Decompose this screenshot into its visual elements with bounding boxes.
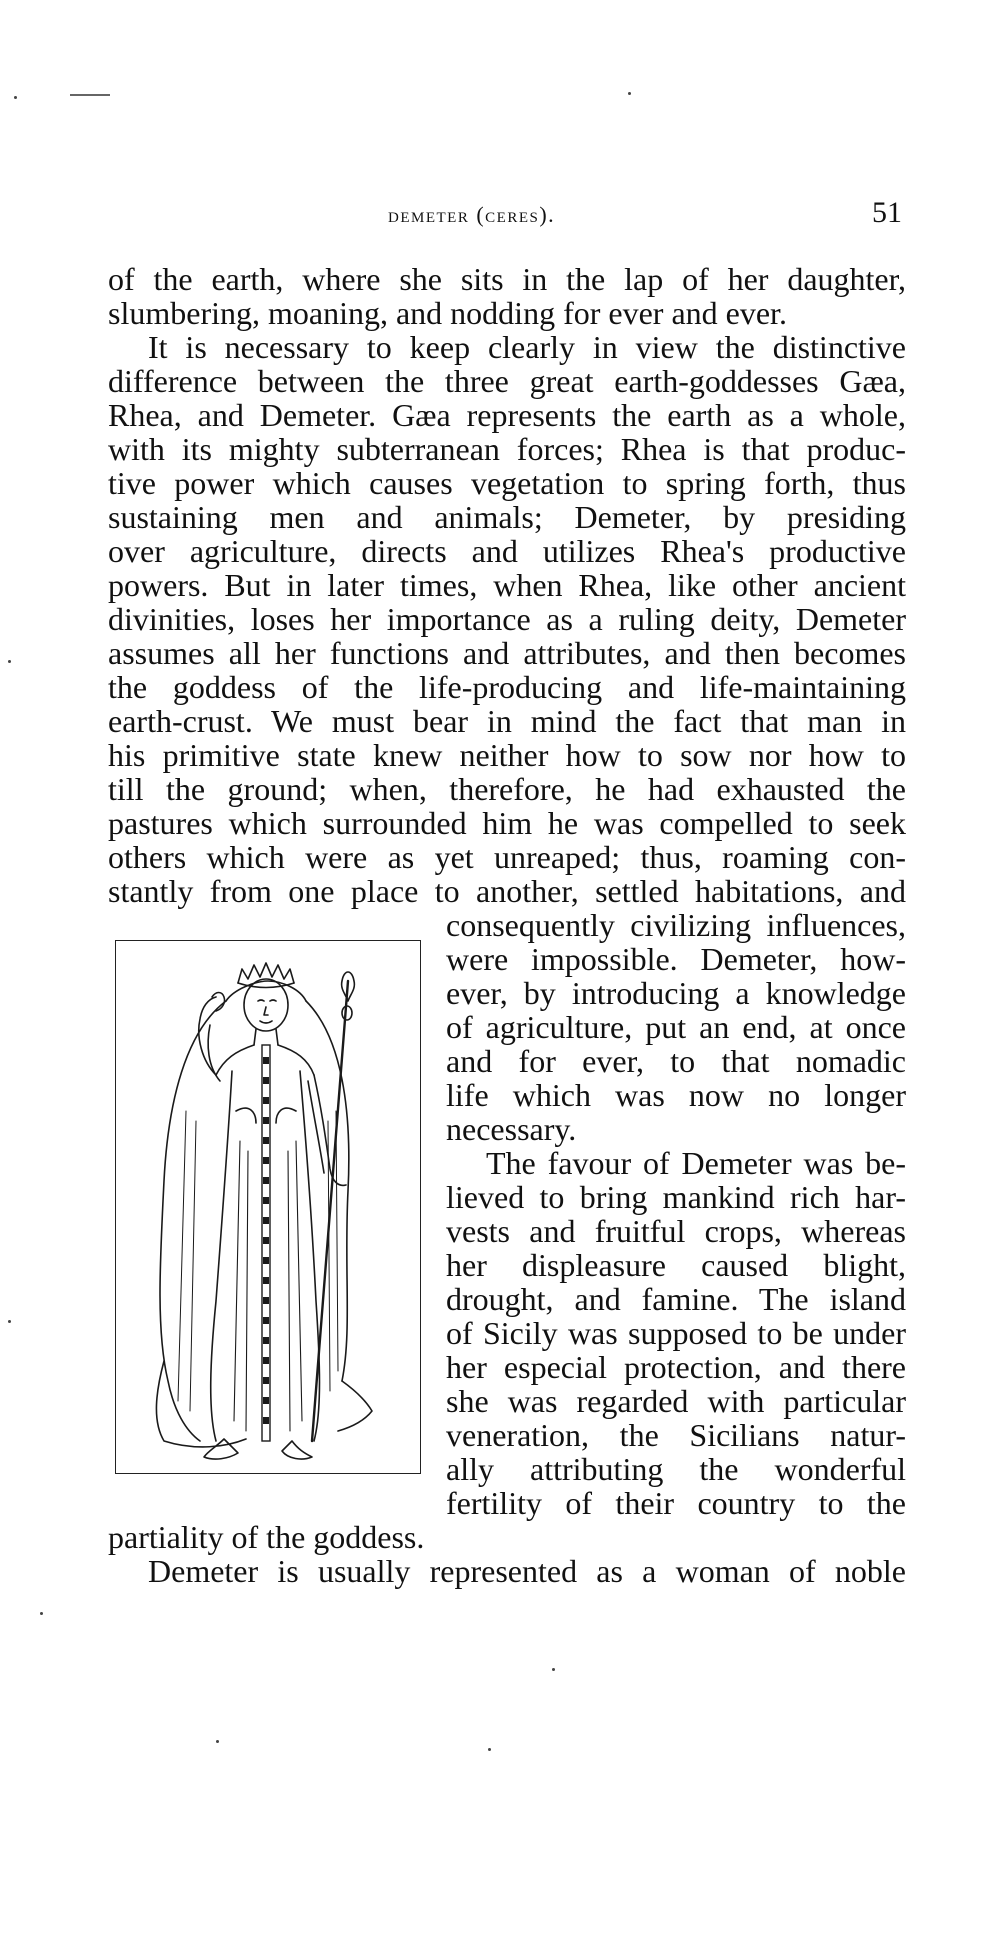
text-line: earth-crust. We must bear in mind the fact that man in <box>108 703 906 739</box>
text-line: of Sicily was supposed to be under <box>446 1315 906 1351</box>
text-line: sustaining men and animals; Demeter, by presiding <box>108 499 906 535</box>
text-line: ever, by introducing a knowledge <box>446 975 906 1011</box>
page-header <box>108 196 906 236</box>
scan-speck <box>14 96 17 99</box>
text-line: his primitive state knew neither how to sow nor how to <box>108 737 906 773</box>
demeter-engraving <box>116 941 420 1473</box>
text-line: till the ground; when, therefore, he had exhausted the <box>108 771 906 807</box>
text-line: over agriculture, directs and utilizes Rhea's productive <box>108 533 906 569</box>
demeter-illustration <box>115 940 421 1474</box>
text-line: necessary. <box>446 1111 577 1147</box>
running-title: demeter (ceres). <box>388 202 556 227</box>
text-line: It is necessary to keep clearly in view the distinctive <box>148 329 906 365</box>
scan-speck <box>216 1740 219 1743</box>
text-line: of the earth, where she sits in the lap of her daughter, <box>108 261 906 297</box>
scan-mark <box>70 94 110 96</box>
text-line: assumes all her functions and attributes, and then becomes <box>108 635 906 671</box>
text-line: of agriculture, put an end, at once <box>446 1009 906 1045</box>
text-line: vests and fruitful crops, whereas <box>446 1213 906 1249</box>
text-line: Demeter is usually represented as a woman of noble <box>148 1553 906 1589</box>
text-line: pastures which surrounded him he was compelled to seek <box>108 805 906 841</box>
text-line: fertility of their country to the <box>446 1485 906 1521</box>
text-line: drought, and famine. The island <box>446 1281 906 1317</box>
text-line: life which was now no longer <box>446 1077 906 1113</box>
text-line: and for ever, to that nomadic <box>446 1043 906 1079</box>
text-line: partiality of the goddess. <box>108 1519 425 1555</box>
scan-speck <box>488 1748 491 1751</box>
text-line: The favour of Demeter was be- <box>486 1145 906 1181</box>
text-line: lieved to bring mankind rich har- <box>446 1179 906 1215</box>
text-line: others which were as yet unreaped; thus, roaming con- <box>108 839 906 875</box>
text-line: her especial protection, and there <box>446 1349 906 1385</box>
text-line: the goddess of the life-producing and life-maintaining <box>108 669 906 705</box>
text-line: slumbering, moaning, and nodding for ever and ever. <box>108 295 787 331</box>
text-line: divinities, loses her importance as a ruling deity, Demeter <box>108 601 906 637</box>
scan-speck <box>8 1320 11 1323</box>
text-line: consequently civilizing influences, <box>446 907 906 943</box>
scan-speck <box>8 660 11 663</box>
text-line: she was regarded with particular <box>446 1383 906 1419</box>
text-line: stantly from one place to another, settled habitations, and <box>108 873 906 909</box>
text-line: with its mighty subterranean forces; Rhea is that produc- <box>108 431 906 467</box>
scan-speck <box>40 1612 43 1615</box>
text-line: veneration, the Sicilians natur- <box>446 1417 906 1453</box>
text-line: Rhea, and Demeter. Gæa represents the earth as a whole, <box>108 397 906 433</box>
text-line: were impossible. Demeter, how- <box>446 941 906 977</box>
scan-speck <box>628 92 631 95</box>
text-line: powers. But in later times, when Rhea, like other ancient <box>108 567 906 603</box>
scan-speck <box>552 1668 555 1671</box>
page-number: 51 <box>872 196 902 229</box>
text-line: difference between the three great earth-goddesses Gæa, <box>108 363 906 399</box>
text-line: ally attributing the wonderful <box>446 1451 906 1487</box>
text-line: tive power which causes vegetation to spring forth, thus <box>108 465 906 501</box>
text-line: her displeasure caused blight, <box>446 1247 906 1283</box>
